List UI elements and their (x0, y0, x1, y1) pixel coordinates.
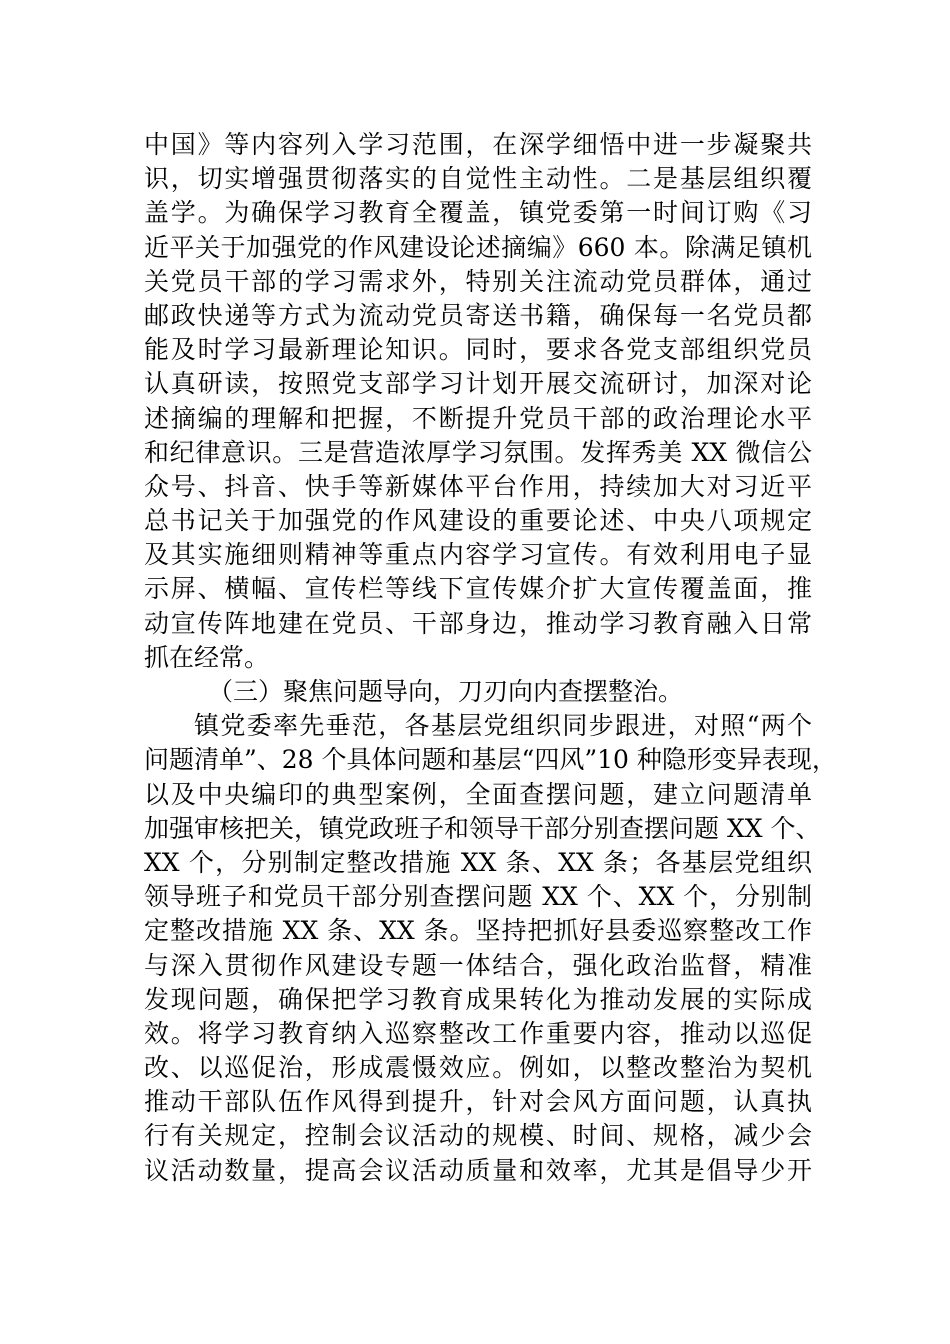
text-line: 邮政快递等方式为流动党员寄送书籍，确保每一名党员都 (144, 300, 812, 330)
text-line: 领导班子和党员干部分别查摆问题 XX 个、XX 个，分别制 (144, 882, 812, 912)
text-line: 识，切实增强贯彻落实的自觉性主动性。二是基层组织覆 (144, 164, 812, 194)
text-line: 及其实施细则精神等重点内容学习宣传。有效利用电子显 (144, 540, 812, 570)
text-line: 示屏、横幅、宣传栏等线下宣传媒介扩大宣传覆盖面，推 (144, 574, 812, 604)
text-line: 和纪律意识。三是营造浓厚学习氛围。发挥秀美 XX 微信公 (144, 437, 812, 467)
text-line: 总书记关于加强党的作风建设的重要论述、中央八项规定 (144, 506, 812, 536)
text-line: 认真研读，按照党支部学习计划开展交流研讨，加深对论 (144, 369, 812, 399)
text-line: 盖学。为确保学习教育全覆盖，镇党委第一时间订购《习 (144, 198, 812, 228)
text-line: 议活动数量，提高会议活动质量和效率，尤其是倡导少开 (144, 1155, 812, 1185)
text-line: 效。将学习教育纳入巡察整改工作重要内容，推动以巡促 (144, 1018, 812, 1048)
paragraph-last-line: 抓在经常。 (144, 642, 270, 672)
text-line: 动宣传阵地建在党员、干部身边，推动学习教育融入日常 (144, 608, 812, 638)
section-heading: （三）聚焦问题导向，刀刃向内查摆整治。 (208, 677, 684, 706)
document-body (144, 128, 837, 1188)
text-line: 以及中央编印的典型案例，全面查摆问题，建立问题清单 (144, 779, 812, 809)
text-line: 改、以巡促治，形成震慑效应。例如，以整改整治为契机 (144, 1053, 812, 1083)
text-line: 关党员干部的学习需求外，特别关注流动党员群体，通过 (144, 266, 812, 296)
text-line: 推动干部队伍作风得到提升，针对会风方面问题，认真执 (144, 1087, 812, 1117)
text-line: 问题清单”、28 个具体问题和基层“四风”10 种隐形变异表现， (144, 745, 837, 775)
text-line: 述摘编的理解和把握，不断提升党员干部的政治理论水平 (144, 403, 812, 433)
text-line: 行有关规定，控制会议活动的规模、时间、规格，减少会 (144, 1121, 812, 1151)
paragraph-first-line: 镇党委率先垂范，各基层党组织同步跟进，对照“两个 (194, 711, 812, 741)
text-line: 能及时学习最新理论知识。同时，要求各党支部组织党员 (144, 335, 812, 365)
text-line: 近平关于加强党的作风建设论述摘编》660 本。除满足镇机 (144, 232, 812, 262)
text-line: 发现问题，确保把学习教育成果转化为推动发展的实际成 (144, 984, 812, 1014)
text-line: 众号、抖音、快手等新媒体平台作用，持续加大对习近平 (144, 471, 812, 501)
text-line: 中国》等内容列入学习范围，在深学细悟中进一步凝聚共 (144, 130, 812, 159)
text-line: 定整改措施 XX 条、XX 条。坚持把抓好县委巡察整改工作 (144, 916, 812, 946)
text-line: XX 个，分别制定整改措施 XX 条、XX 条；各基层党组织 (144, 847, 812, 877)
text-line: 与深入贯彻作风建设专题一体结合，强化政治监督，精准 (144, 950, 812, 980)
text-line: 加强审核把关，镇党政班子和领导干部分别查摆问题 XX 个、 (144, 813, 821, 843)
